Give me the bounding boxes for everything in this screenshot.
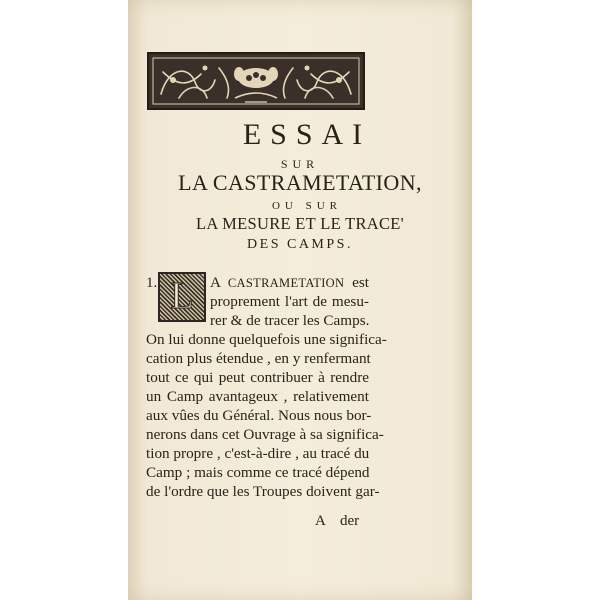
title-castrametation: LA CASTRAMETATION,	[178, 170, 422, 195]
text-line-1	[210, 274, 369, 292]
paragraph-number: 1.	[146, 275, 158, 291]
ornamental-headpiece	[147, 52, 365, 110]
title-des-camps: DES CAMPS.	[247, 237, 353, 252]
line-1-end: est	[344, 274, 369, 291]
title-ou-sur: OU SUR	[271, 200, 343, 212]
small-caps-castrametation: CASTRAMETATION	[227, 276, 345, 290]
line-1-start: A	[210, 274, 228, 291]
text-line-8: aux vûes du Général. Nous nous bor-	[146, 407, 372, 424]
decorated-initial	[158, 272, 206, 322]
text-line-3: rer & de tracer les Camps.	[210, 312, 370, 329]
text-line-9: nerons dans cet Ouvrage à sa significa-	[146, 426, 384, 443]
text-line-4: On lui donne quelquefois une significa-	[146, 331, 387, 348]
text-line-2: proprement l'art de mesu-	[210, 293, 369, 310]
title-essai: ESSAI	[242, 118, 372, 151]
dropcap-letter: L	[170, 275, 194, 318]
text-line-11: Camp ; mais comme ce tracé dépend	[146, 464, 370, 481]
title-mesure-trace: LA MESURE ET LE TRACE'	[196, 214, 404, 233]
text-line-5: cation plus étendue , en y renfermant	[146, 350, 371, 367]
text-line-10: tion propre , c'est-à-dire , au tracé du	[146, 445, 370, 462]
title-sur: SUR	[280, 157, 320, 171]
text-line-7: un Camp avantageux , relativement	[146, 388, 369, 405]
text-line-12: de l'ordre que les Troupes doivent gar-	[146, 483, 380, 500]
text-line-6: tout ce qui peut contribuer à rendre	[146, 369, 369, 386]
signature-mark: A	[315, 513, 326, 529]
catchword: der	[340, 513, 360, 529]
floral-ornament-icon	[149, 54, 363, 108]
